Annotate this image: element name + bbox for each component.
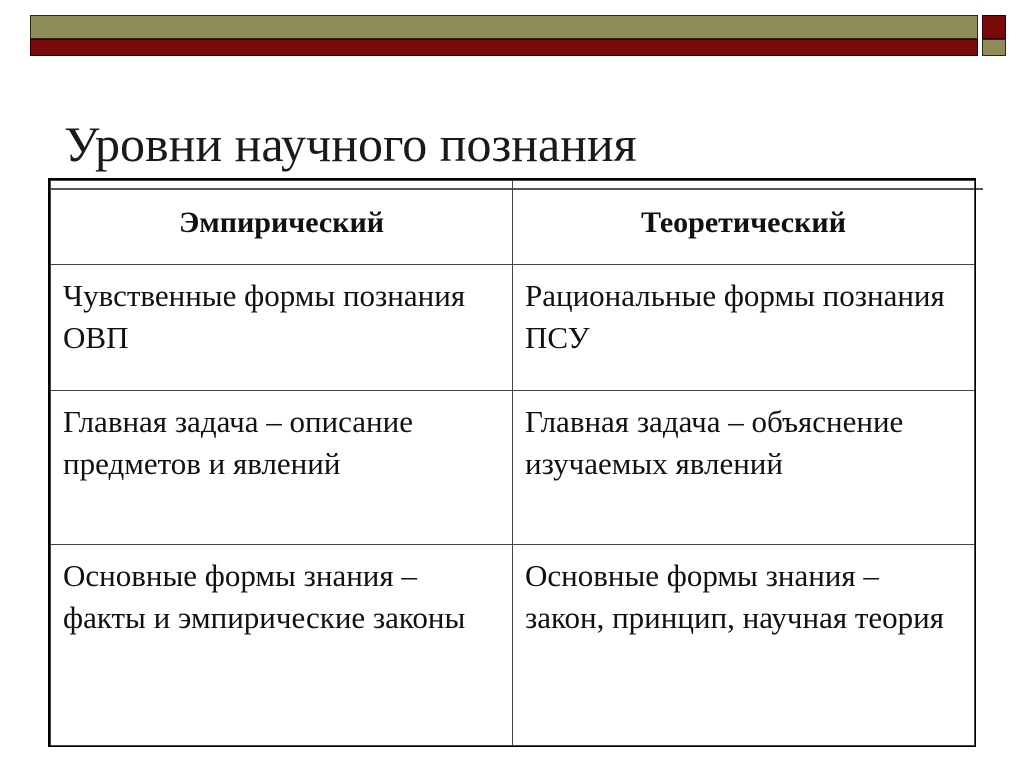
table-header-row	[51, 181, 975, 265]
header-empirical: Эмпирический	[51, 181, 513, 265]
cell-text: Основные формы знания – закон, принцип, научная теория	[525, 558, 944, 635]
cell-text: Рациональные формы познания ПСУ	[525, 278, 945, 355]
table-row	[51, 265, 975, 391]
cell-text: Главная задача – описание предметов и явлений	[63, 404, 413, 481]
table-row	[51, 391, 975, 545]
table-cell	[513, 265, 975, 391]
comparison-table	[48, 178, 976, 747]
decor-bar-olive	[30, 15, 978, 39]
header-theoretical: Теоретический	[513, 181, 975, 265]
table-cell	[51, 265, 513, 391]
decor-square-olive	[982, 39, 1006, 56]
cell-text: Главная задача – объяснение изучаемых явлений	[525, 404, 904, 481]
table-cell	[51, 545, 513, 746]
table-cell	[513, 545, 975, 746]
table-row	[51, 545, 975, 746]
slide-title: Уровни научного познания	[64, 116, 637, 172]
cell-text: Основные формы знания – факты и эмпирические законы	[63, 558, 466, 635]
decor-square-maroon	[982, 15, 1006, 39]
cell-text: Чувственные формы познания ОВП	[63, 278, 466, 355]
table-cell	[51, 391, 513, 545]
decor-bar-maroon	[30, 39, 978, 56]
table-cell	[513, 391, 975, 545]
